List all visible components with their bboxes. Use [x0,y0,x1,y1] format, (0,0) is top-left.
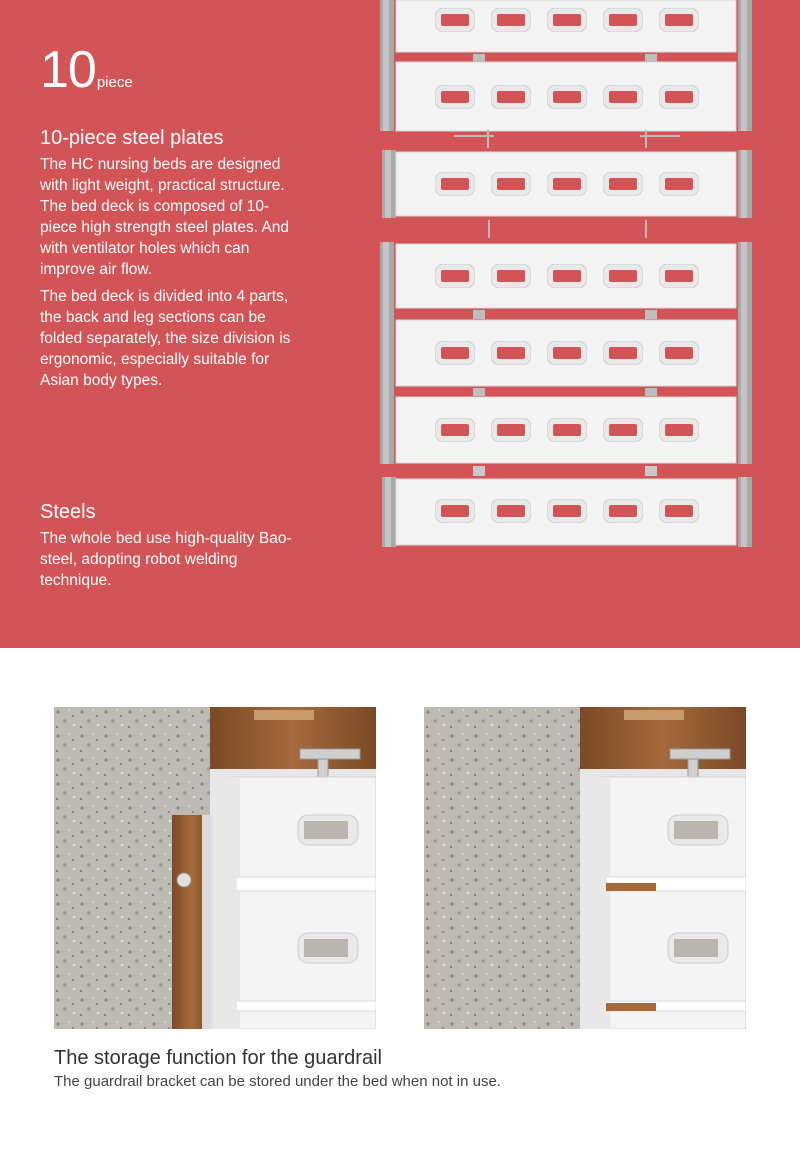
steel-plates-section [40,124,302,397]
steel-plates-paragraph-2: The bed deck is divided into 4 parts, the back and leg sections can be folded separately, the size division is ergonomic, especially suitable for Asian body types. [40,288,291,389]
bed-deck-illustration [378,0,758,550]
hinge-pins-1 [454,130,680,148]
guardrail-installed-photo [54,707,376,1029]
hinge-pins-3 [473,466,657,476]
deck-group-4 [382,477,752,547]
steel-plates-title: 10-piece steel plates [40,127,224,149]
piece-count [40,40,133,100]
guardrail-stored-photo [424,707,746,1029]
storage-caption [54,1044,754,1092]
steels-paragraph: The whole bed use high-quality Bao-steel, adopting robot welding technique. [40,530,292,589]
steels-title: Steels [40,501,96,523]
storage-title: The storage function for the guardrail [54,1047,382,1069]
piece-count-number: 10 [40,41,96,99]
deck-group-1 [380,0,752,131]
steel-plates-paragraph-1: The HC nursing beds are designed with light weight, practical structure. The bed deck is composed of 10-piece high strength steel plates. And with ventilator holes which can improve air flow. [40,156,290,278]
hinge-pins-2 [489,220,646,238]
storage-description: The guardrail bracket can be stored under the bed when not in use. [54,1073,501,1090]
piece-count-unit: piece [96,74,133,91]
deck-group-2 [382,150,752,218]
deck-group-3 [380,242,752,464]
steels-section [40,498,302,597]
